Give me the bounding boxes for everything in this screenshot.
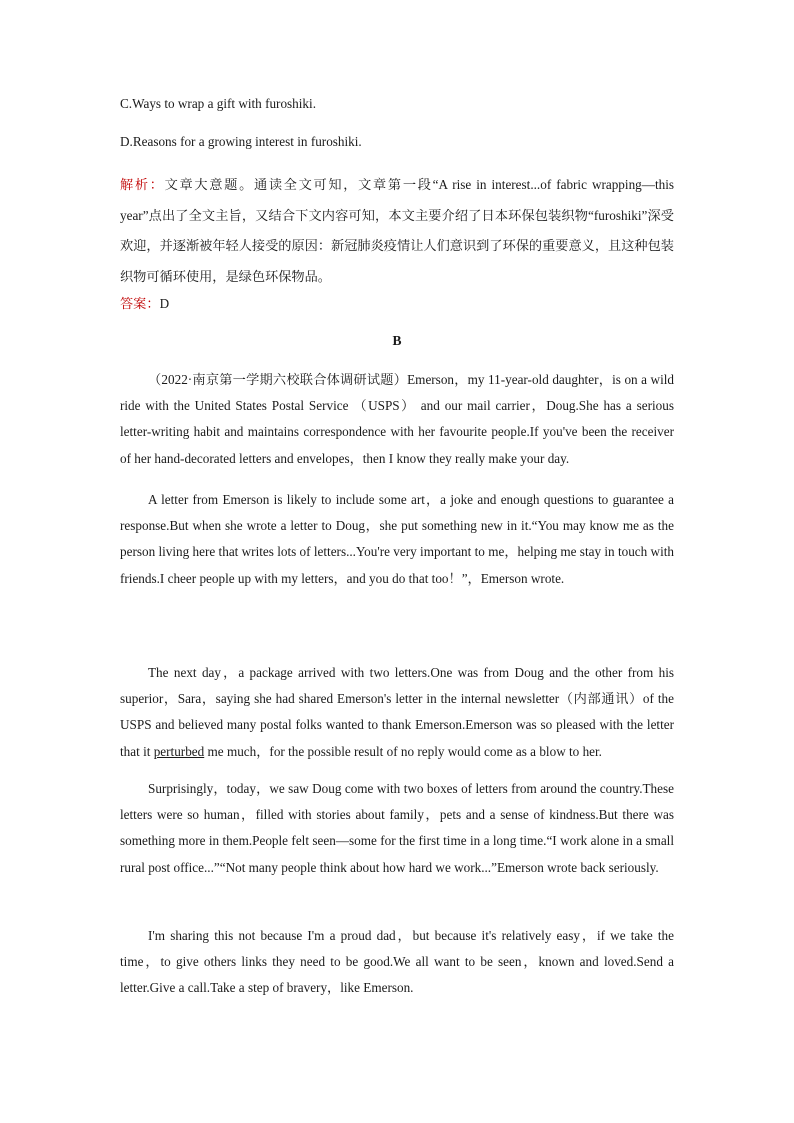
answer-label: 答案： [120, 296, 160, 311]
option-c: C.Ways to wrap a gift with furoshiki. [120, 96, 316, 111]
answer-block [120, 293, 169, 312]
paragraph-3-text-before: The next day，a package arrived with two letters.One was from Doug and the other from his superior，Sara，saying she had shared Emerson's letter in the internal newsletter（内部通讯）of the USPS and believed many postal folks wanted to thank Emerson.Emerson was so pleased with the letter that it [120, 665, 674, 759]
answer-value: D [159, 296, 170, 311]
passage-paragraph-3 [120, 660, 674, 765]
analysis-label: 解析： [120, 177, 165, 192]
underlined-word: perturbed [153, 743, 205, 759]
passage-paragraph-5: I'm sharing this not because I'm a proud dad，but because it's relatively easy，if we take the time，to give others links they need to be good.We all want to be seen，known and loved.Send a letter.Give a call.Take a step of bravery，like Emerson. [120, 928, 674, 996]
section-title: B [392, 333, 402, 348]
passage-paragraph-1: （2022·南京第一学期六校联合体调研试题）Emerson，my 11-year-old daughter，is on a wild ride with the United States Postal Service （USPS） and our mail carrier，Doug.She has a serious letter-writing habit and maintains correspondence with her favourite people.If you've been the receiver of her hand-decorated letters and envelopes，then I know they really make your day. [120, 372, 674, 466]
analysis-text: 文章大意题。通读全文可知，文章第一段“A rise in interest...of fabric wrapping—this year”点出了全文主旨，又结合下文内容可知，本文主要介绍了日本环保包装织物“furoshiki”深受欢迎，并逐渐被年轻人接受的原因：新冠肺炎疫情让人们意识到了环保的重要意义，且这种包装织物可循环使用，是绿色环保物品。 [120, 177, 674, 284]
analysis-block [120, 170, 674, 292]
option-d: D.Reasons for a growing interest in furoshiki. [120, 134, 362, 149]
paragraph-3-text-after: me much，for the possible result of no reply would come as a blow to her. [204, 743, 602, 759]
passage-paragraph-4: Surprisingly，today，we saw Doug come with two boxes of letters from around the country.These letters were so human，filled with stories about family，pets and a sense of kindness.But there was something more in them.People felt seen—some for the first time in a long time.“I work alone in a small rural post office...”“Not many people think about how hard we work...”Emerson wrote back seriously. [120, 781, 674, 875]
passage-paragraph-2: A letter from Emerson is likely to include some art，a joke and enough questions to guarantee a response.But when she wrote a letter to Doug，she put something new in it.“You may know me as the person living here that writes lots of letters...You're very important to me，helping me stay in touch with friends.I cheer people up with my letters，and you do that too！”，Emerson wrote. [120, 492, 674, 586]
